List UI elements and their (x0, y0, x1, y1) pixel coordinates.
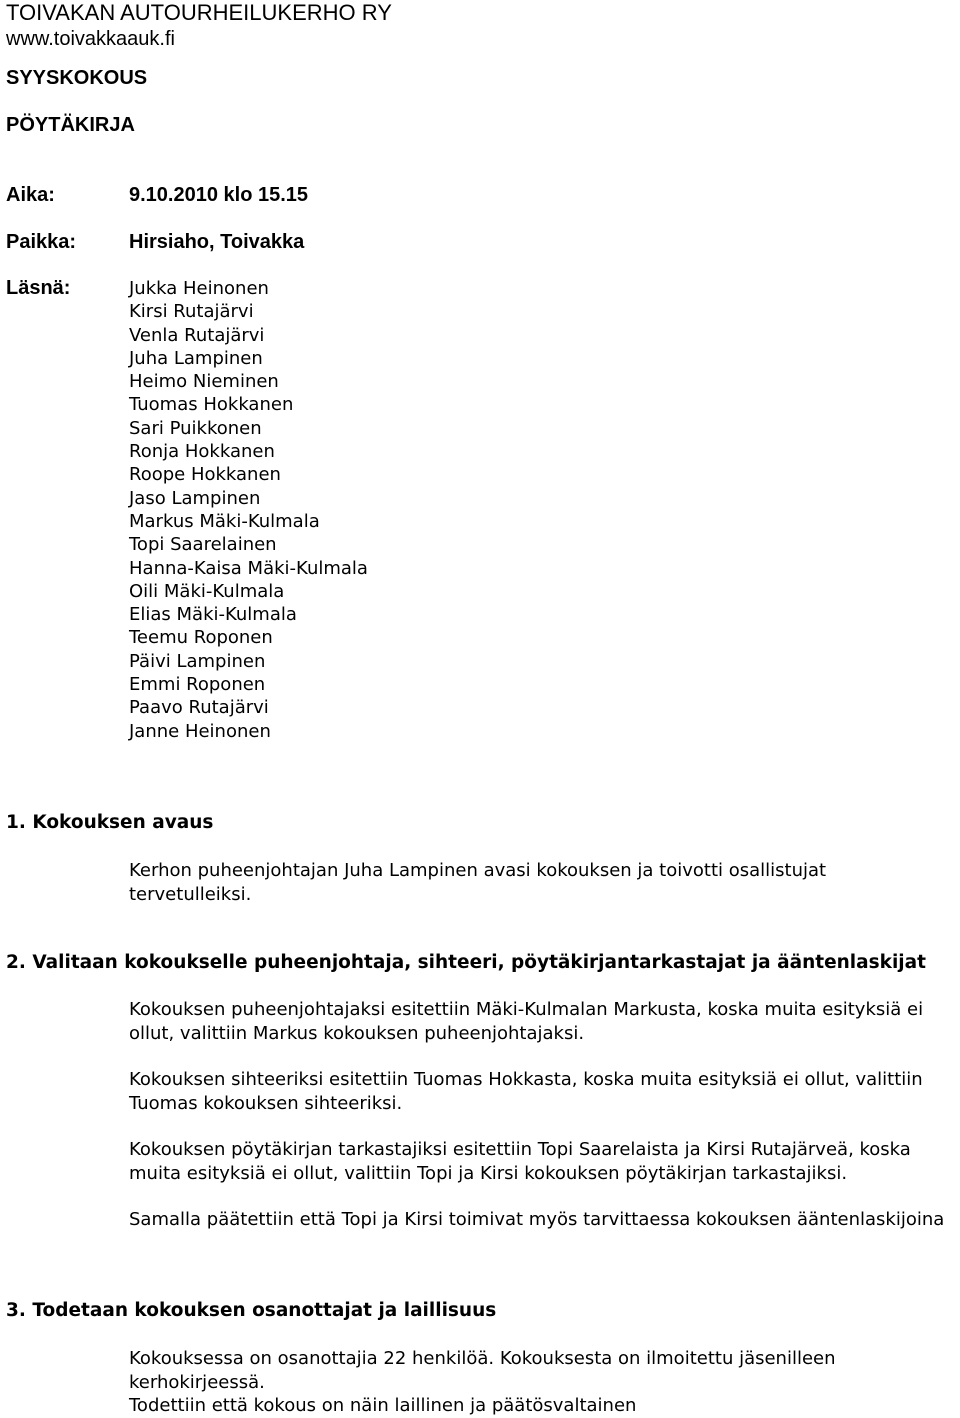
present-label: Läsnä: (6, 277, 71, 299)
section-2-paragraph-3: Kokouksen pöytäkirjan tarkastajiksi esitettiin Topi Saarelaista ja Kirsi Rutajärveä, koska muita esityksiä ei ollut, valittiin Topi ja Kirsi kokouksen pöytäkirjan tarkastajiksi. (129, 1139, 911, 1184)
attendee: Janne Heinonen (129, 720, 271, 742)
attendee: Topi Saarelainen (129, 534, 277, 556)
attendee: Ronja Hokkanen (129, 441, 275, 463)
section-heading-2: 2. Valitaan kokoukselle puheenjohtaja, sihteeri, pöytäkirjantarkastajat ja ääntenlaskijat (6, 952, 926, 973)
attendee: Päivi Lampinen (129, 650, 266, 672)
attendee: Jukka Heinonen (129, 278, 269, 299)
attendee: Markus Mäki-Kulmala (129, 510, 320, 532)
meeting-title: SYYSKOKOUS (6, 67, 148, 89)
document-type: PÖYTÄKIRJA (6, 114, 135, 136)
section-heading-3: 3. Todetaan kokouksen osanottajat ja laillisuus (6, 1300, 497, 1321)
time-label: Aika: (6, 184, 55, 206)
section-2-paragraph-2: Kokouksen sihteeriksi esitettiin Tuomas Hokkasta, koska muita esityksiä ei ollut, valittiin Tuomas kokouksen sihteeriksi. (129, 1069, 923, 1114)
attendee: Paavo Rutajärvi (129, 697, 269, 719)
attendee: Heimo Nieminen (129, 371, 279, 393)
organization-url: www.toivakkaauk.fi (6, 28, 175, 50)
section-heading-1: 1. Kokouksen avaus (6, 812, 214, 833)
section-3-paragraph-2: Todettiin että kokous on näin laillinen ja päätösvaltainen (129, 1395, 637, 1416)
attendee: Venla Rutajärvi (129, 324, 265, 346)
attendee: Kirsi Rutajärvi (129, 301, 254, 323)
attendee: Teemu Roponen (129, 627, 273, 649)
place-label: Paikka: (6, 231, 77, 253)
attendee: Tuomas Hokkanen (129, 394, 294, 416)
place-value: Hirsiaho, Toivakka (129, 231, 305, 253)
attendee: Roope Hokkanen (129, 464, 281, 486)
section-3-paragraph-1: Kokouksessa on osanottajia 22 henkilöä. Kokouksesta on ilmoitettu jäsenilleen kerhokirjeessä. (129, 1348, 836, 1393)
attendee: Sari Puikkonen (129, 417, 262, 439)
organization-name: TOIVAKAN AUTOURHEILUKERHO RY (6, 0, 392, 25)
section-2-paragraph-4: Samalla päätettiin että Topi ja Kirsi toimivat myös tarvittaessa kokouksen ääntenlaskijoina (129, 1209, 945, 1230)
attendee: Oili Mäki-Kulmala (129, 580, 285, 602)
attendee-list (129, 277, 368, 743)
time-value: 9.10.2010 klo 15.15 (129, 184, 309, 206)
attendee: Emmi Roponen (129, 674, 266, 696)
attendee: Elias Mäki-Kulmala (129, 604, 297, 626)
section-2-paragraph-1: Kokouksen puheenjohtajaksi esitettiin Mäki-Kulmalan Markusta, koska muita esityksiä ei ollut, valittiin Markus kokouksen puheenjohtajaksi. (129, 999, 924, 1044)
attendee: Jaso Lampinen (129, 487, 261, 509)
attendee: Hanna-Kaisa Mäki-Kulmala (129, 557, 368, 579)
attendee: Juha Lampinen (129, 347, 263, 369)
section-1-paragraph: Kerhon puheenjohtajan Juha Lampinen avasi kokouksen ja toivotti osallistujat tervetulleiksi. (129, 860, 827, 905)
